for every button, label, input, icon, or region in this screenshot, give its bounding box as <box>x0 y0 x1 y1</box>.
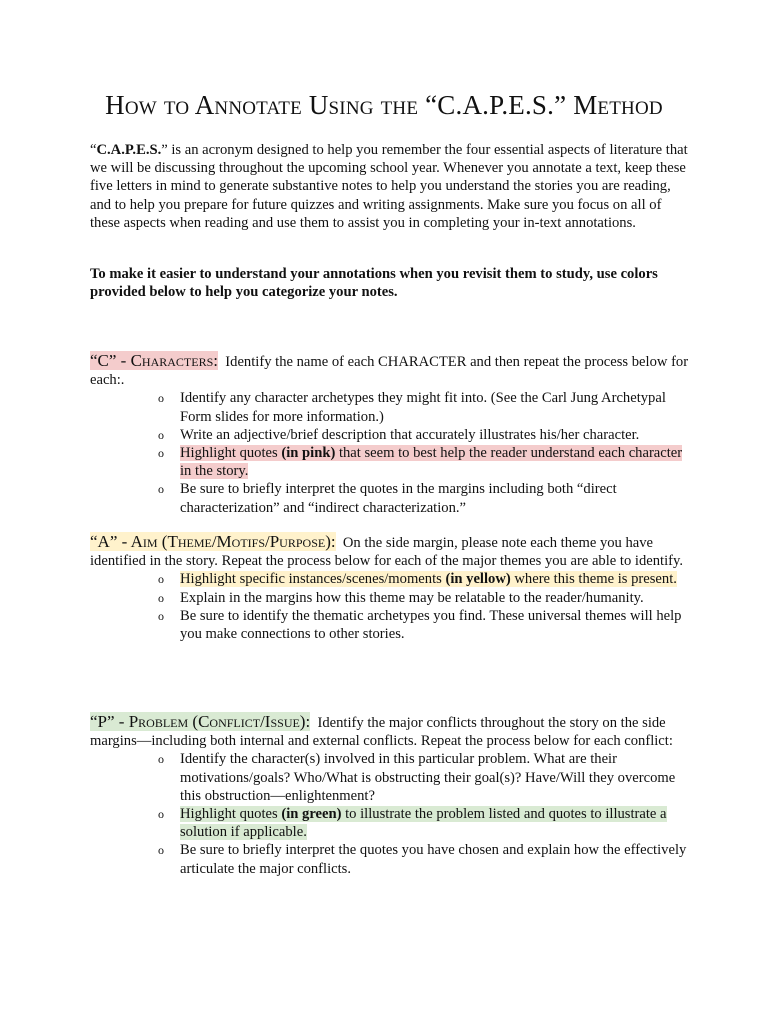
list-item <box>158 805 690 841</box>
color-instruction-note: To make it easier to understand your annotations when you revisit them to study, use colors provided below to help you categorize your notes. <box>90 266 658 301</box>
section-problem <box>90 713 690 878</box>
intro-acronym: C.A.P.E.S. <box>96 142 162 158</box>
list-item <box>158 444 690 480</box>
bullet-icon: o <box>158 590 164 605</box>
highlighted-text-green <box>180 806 667 840</box>
list-item-text: Be sure to briefly interpret the quotes you have chosen and explain how the effectively articulate the major conflicts. <box>180 842 687 877</box>
bullet-icon: o <box>158 807 164 822</box>
section-characters <box>90 352 690 517</box>
list-item-text: to illustrate the problem listed and quotes to illustrate a solution if applicable. <box>180 806 667 841</box>
intro-paragraph <box>90 141 690 232</box>
highlighted-text-pink <box>180 445 682 479</box>
section-problem-list <box>90 750 690 877</box>
list-item <box>158 426 690 444</box>
intro-open-quote: “ <box>90 142 97 158</box>
page-title: How to Annotate Using the “C.A.P.E.S.” Method <box>105 90 663 120</box>
list-item <box>158 607 690 643</box>
list-item-text: Identify any character archetypes they might fit into. (See the Carl Jung Archetypal Form slides for more information.) <box>180 390 666 425</box>
list-item-text: Write an adjective/brief description that accurately illustrates his/her character. <box>180 426 640 443</box>
section-problem-intro-text: Identify the major conflicts throughout the story on the side margins—including both internal and external conflicts. Repeat the process below for each conflict: <box>90 715 673 750</box>
color-keyword: (in yellow) <box>445 571 511 588</box>
list-item <box>158 750 690 805</box>
section-characters-heading: “C” - Characters: <box>90 351 218 370</box>
list-item-text: that seem to best help the reader understand each character in the story. <box>180 445 683 480</box>
list-item-text: Highlight quotes <box>180 806 282 823</box>
list-item-text: Highlight quotes <box>180 445 282 462</box>
list-item-text: Explain in the margins how this theme may be relatable to the reader/humanity. <box>180 589 644 606</box>
highlighted-text-yellow <box>180 571 677 587</box>
bullet-icon: o <box>158 752 164 767</box>
color-keyword: (in pink) <box>281 445 336 462</box>
section-characters-intro <box>90 352 690 389</box>
bullet-icon: o <box>158 391 164 406</box>
section-aim-list <box>90 570 690 643</box>
section-problem-heading: “P” - Problem (Conflict/Issue): <box>90 712 311 731</box>
list-item-text: Be sure to briefly interpret the quotes in the margins including both “direct characterization” and “indirect characterization.” <box>180 481 617 516</box>
list-item-text: Identify the character(s) involved in this particular problem. What are their motivations/goals? Who/What is obstructing their goal(s)? Have/Will they overcome this obstruction—enlightenment? <box>180 751 676 804</box>
color-keyword: (in green) <box>281 806 342 823</box>
bullet-icon: o <box>158 427 164 442</box>
section-problem-intro <box>90 713 690 750</box>
list-item-text: where this theme is present. <box>510 571 677 588</box>
list-item <box>158 389 690 425</box>
bullet-icon: o <box>158 446 164 461</box>
intro-text: ” is an acronym designed to help you remember the four essential aspects of literature that we will be discussing throughout the upcoming school year. Whenever you annotate a text, keep these five letters in mind to generate substantive notes to help you understand the stories you are reading, and to help you prepare for future quizzes and writing assignments. Make sure you focus on all of these aspects when reading and use them to assist you in completing your in-text annotations. <box>90 142 688 231</box>
bullet-icon: o <box>158 572 164 587</box>
section-characters-intro-text: Identify the name of each CHARACTER and then repeat the process below for each:. <box>90 354 689 389</box>
section-aim-intro-text: On the side margin, please note each theme you have identified in the story. Repeat the process below for each of the major themes you are able to identify. <box>90 535 684 570</box>
section-aim-heading: “A” - Aim (Theme/Motifs/Purpose): <box>90 532 336 551</box>
bullet-icon: o <box>158 843 164 858</box>
list-item-text: Be sure to identify the thematic archetypes you find. These universal themes will help you make connections to other stories. <box>180 607 682 643</box>
list-item <box>158 589 690 607</box>
list-item <box>158 570 690 588</box>
bullet-icon: o <box>158 608 164 623</box>
list-item-text: Highlight specific instances/scenes/moments <box>180 571 446 588</box>
section-aim <box>90 533 690 643</box>
section-characters-list <box>90 389 690 516</box>
list-item <box>158 480 690 516</box>
bullet-icon: o <box>158 482 164 497</box>
list-item <box>158 841 690 877</box>
section-aim-intro <box>90 533 690 570</box>
